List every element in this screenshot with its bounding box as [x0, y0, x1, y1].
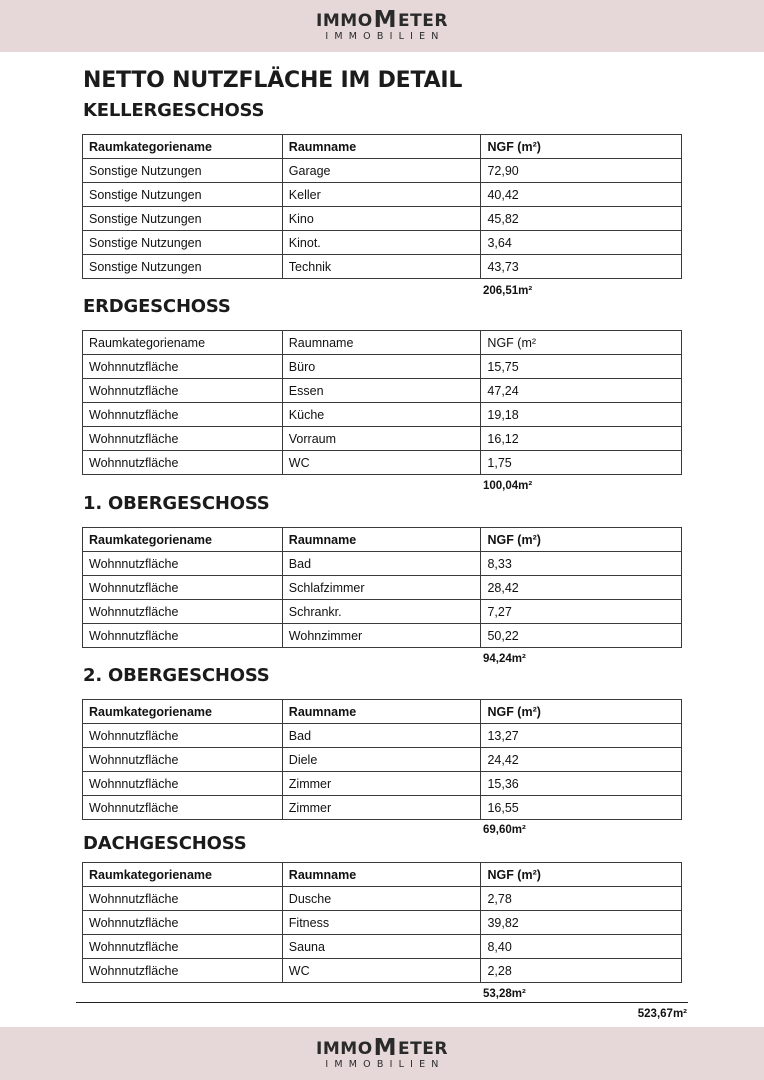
- logo-wordmark: [316, 1034, 448, 1061]
- category-cell: Wohnnutzfläche: [83, 959, 283, 983]
- category-cell: Wohnnutzfläche: [83, 403, 283, 427]
- category-cell: Wohnnutzfläche: [83, 624, 283, 648]
- room-cell: Wohnzimmer: [282, 624, 481, 648]
- logo-word-left: IMMO: [316, 1038, 373, 1059]
- table-row: [83, 600, 682, 624]
- category-cell: Wohnnutzfläche: [83, 427, 283, 451]
- grand-total: 523,67m²: [637, 1008, 687, 1020]
- logo-word-right: ETER: [398, 11, 448, 31]
- header-cell-room: Raumname: [282, 528, 481, 552]
- table-row: [83, 403, 682, 427]
- room-cell: Keller: [282, 183, 481, 207]
- total-divider: [76, 1002, 688, 1003]
- area-cell: 50,22: [481, 624, 682, 648]
- section-total-1-obergeschoss: 94,24m²: [483, 653, 526, 665]
- area-cell: 47,24: [481, 379, 682, 403]
- room-cell: Zimmer: [282, 796, 481, 820]
- table-header-row: [83, 863, 682, 887]
- table-row: [83, 355, 682, 379]
- room-cell: Technik: [282, 255, 481, 279]
- room-cell: Schrankr.: [282, 600, 481, 624]
- header-cell-room: Raumname: [282, 863, 481, 887]
- table-kellergeschoss: [82, 134, 682, 279]
- logo-word-right: ETER: [398, 1038, 448, 1059]
- room-cell: Essen: [282, 379, 481, 403]
- table-header-row: [83, 528, 682, 552]
- category-cell: Wohnnutzfläche: [83, 576, 283, 600]
- category-cell: Sonstige Nutzungen: [83, 159, 283, 183]
- header-cell-room: Raumname: [282, 331, 481, 355]
- category-cell: Wohnnutzfläche: [83, 911, 283, 935]
- room-cell: Sauna: [282, 935, 481, 959]
- section-total-erdgeschoss: 100,04m²: [483, 480, 533, 492]
- area-cell: 43,73: [481, 255, 682, 279]
- page-title: NETTO NUTZFLÄCHE IM DETAIL: [83, 68, 463, 93]
- area-cell: 16,55: [481, 796, 682, 820]
- room-cell: Bad: [282, 552, 481, 576]
- room-cell: Fitness: [282, 911, 481, 935]
- area-cell: 3,64: [481, 231, 682, 255]
- section-title-2-obergeschoss: 2. OBERGESCHOSS: [83, 665, 270, 686]
- area-cell: 7,27: [481, 600, 682, 624]
- category-cell: Wohnnutzfläche: [83, 552, 283, 576]
- header-cell-category: Raumkategoriename: [83, 528, 283, 552]
- logo-subtitle: IMMOBILIEN: [325, 31, 445, 42]
- room-cell: Garage: [282, 159, 481, 183]
- table-header-row: [83, 331, 682, 355]
- table-row: [83, 552, 682, 576]
- company-logo: [316, 9, 448, 43]
- table-row: [83, 451, 682, 475]
- area-cell: 19,18: [481, 403, 682, 427]
- table-row: [83, 379, 682, 403]
- header-band: [0, 0, 764, 52]
- area-cell: 15,75: [481, 355, 682, 379]
- section-title-dachgeschoss: DACHGESCHOSS: [83, 833, 247, 854]
- table-2-obergeschoss: [82, 699, 682, 820]
- table-row: [83, 231, 682, 255]
- header-cell-area: NGF (m²: [481, 331, 682, 355]
- section-title-erdgeschoss: ERDGESCHOSS: [83, 296, 231, 317]
- table-row: [83, 576, 682, 600]
- footer-band: [0, 1027, 764, 1080]
- room-cell: Diele: [282, 748, 481, 772]
- table-row: [83, 911, 682, 935]
- header-cell-category: Raumkategoriename: [83, 700, 283, 724]
- category-cell: Wohnnutzfläche: [83, 772, 283, 796]
- table-1-obergeschoss: [82, 527, 682, 648]
- table-row: [83, 159, 682, 183]
- section-title-kellergeschoss: KELLERGESCHOSS: [83, 100, 265, 121]
- category-cell: Wohnnutzfläche: [83, 935, 283, 959]
- category-cell: Wohnnutzfläche: [83, 796, 283, 820]
- table-erdgeschoss: [82, 330, 682, 475]
- logo-letter-m: M: [373, 1034, 398, 1061]
- area-cell: 1,75: [481, 451, 682, 475]
- header-cell-room: Raumname: [282, 700, 481, 724]
- section-total-2-obergeschoss: 69,60m²: [483, 824, 526, 836]
- room-cell: Büro: [282, 355, 481, 379]
- table-row: [83, 772, 682, 796]
- room-cell: Kinot.: [282, 231, 481, 255]
- header-cell-area: NGF (m²): [481, 135, 682, 159]
- table-header-row: [83, 700, 682, 724]
- table-row: [83, 748, 682, 772]
- section-total-dachgeschoss: 53,28m²: [483, 988, 526, 1000]
- room-cell: WC: [282, 959, 481, 983]
- room-cell: Zimmer: [282, 772, 481, 796]
- section-total-kellergeschoss: 206,51m²: [483, 285, 533, 297]
- company-logo: [316, 1034, 448, 1071]
- area-cell: 16,12: [481, 427, 682, 451]
- category-cell: Wohnnutzfläche: [83, 887, 283, 911]
- room-cell: Vorraum: [282, 427, 481, 451]
- category-cell: Wohnnutzfläche: [83, 355, 283, 379]
- header-cell-category: Raumkategoriename: [83, 331, 283, 355]
- category-cell: Wohnnutzfläche: [83, 748, 283, 772]
- section-title-1-obergeschoss: 1. OBERGESCHOSS: [83, 493, 270, 514]
- logo-wordmark: [316, 9, 448, 31]
- table-row: [83, 935, 682, 959]
- area-cell: 15,36: [481, 772, 682, 796]
- area-cell: 8,40: [481, 935, 682, 959]
- table-row: [83, 183, 682, 207]
- category-cell: Wohnnutzfläche: [83, 379, 283, 403]
- table-row: [83, 724, 682, 748]
- header-cell-area: NGF (m²): [481, 528, 682, 552]
- room-cell: Bad: [282, 724, 481, 748]
- table-dachgeschoss: [82, 862, 682, 983]
- header-cell-room: Raumname: [282, 135, 481, 159]
- area-cell: 13,27: [481, 724, 682, 748]
- logo-subtitle: IMMOBILIEN: [325, 1058, 445, 1070]
- logo-word-left: IMMO: [316, 11, 373, 31]
- table-row: [83, 207, 682, 231]
- area-cell: 2,28: [481, 959, 682, 983]
- area-cell: 39,82: [481, 911, 682, 935]
- table-row: [83, 427, 682, 451]
- category-cell: Sonstige Nutzungen: [83, 183, 283, 207]
- table-row: [83, 796, 682, 820]
- area-cell: 72,90: [481, 159, 682, 183]
- header-cell-area: NGF (m²): [481, 863, 682, 887]
- area-cell: 40,42: [481, 183, 682, 207]
- logo-letter-m: M: [373, 7, 398, 33]
- category-cell: Sonstige Nutzungen: [83, 231, 283, 255]
- table-row: [83, 959, 682, 983]
- room-cell: Schlafzimmer: [282, 576, 481, 600]
- header-cell-category: Raumkategoriename: [83, 135, 283, 159]
- category-cell: Sonstige Nutzungen: [83, 255, 283, 279]
- room-cell: Kino: [282, 207, 481, 231]
- category-cell: Sonstige Nutzungen: [83, 207, 283, 231]
- area-cell: 28,42: [481, 576, 682, 600]
- category-cell: Wohnnutzfläche: [83, 724, 283, 748]
- header-cell-area: NGF (m²): [481, 700, 682, 724]
- category-cell: Wohnnutzfläche: [83, 600, 283, 624]
- area-cell: 8,33: [481, 552, 682, 576]
- table-row: [83, 624, 682, 648]
- table-row: [83, 887, 682, 911]
- area-cell: 45,82: [481, 207, 682, 231]
- area-cell: 24,42: [481, 748, 682, 772]
- category-cell: Wohnnutzfläche: [83, 451, 283, 475]
- room-cell: Dusche: [282, 887, 481, 911]
- room-cell: WC: [282, 451, 481, 475]
- table-header-row: [83, 135, 682, 159]
- header-cell-category: Raumkategoriename: [83, 863, 283, 887]
- area-cell: 2,78: [481, 887, 682, 911]
- room-cell: Küche: [282, 403, 481, 427]
- table-row: [83, 255, 682, 279]
